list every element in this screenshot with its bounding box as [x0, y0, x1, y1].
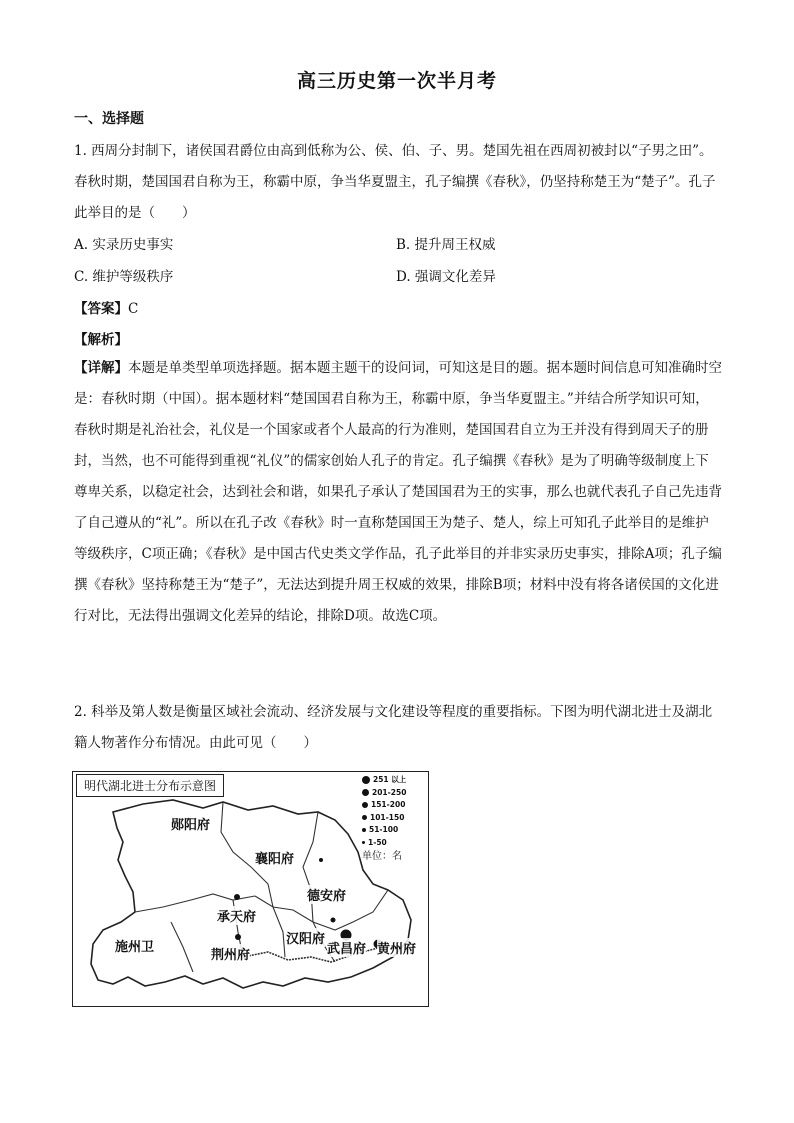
- detail-tag: 【详解】: [74, 360, 128, 376]
- legend-row: 51-100: [362, 824, 428, 837]
- label-shizhou: 施州卫: [115, 936, 154, 955]
- answer-line: [74, 297, 138, 317]
- label-yunyang: 郧阳府: [171, 814, 210, 833]
- map-legend: [362, 774, 428, 864]
- legend-dot-icon: [362, 841, 365, 844]
- jinshi-dot-hanyang: [331, 918, 336, 923]
- legend-dot-icon: [362, 828, 366, 832]
- question-1-option-b: B. 提升周王权威: [396, 237, 496, 253]
- question-1-detail: [74, 353, 722, 632]
- legend-row: 251 以上: [362, 774, 428, 787]
- section-heading: 一、选择题: [74, 111, 144, 127]
- label-jingzhou: 荆州府: [211, 944, 250, 963]
- legend-row: 1-50: [362, 837, 428, 850]
- legend-row: 151-200: [362, 799, 428, 812]
- question-1-option-d: D. 强调文化差异: [396, 269, 496, 285]
- legend-dot-icon: [362, 789, 369, 796]
- legend-dot-icon: [362, 776, 370, 784]
- label-xiangyang: 襄阳府: [255, 848, 294, 867]
- label-dean: 德安府: [307, 885, 346, 904]
- jinshi-dot-chengtian: [234, 894, 240, 900]
- legend-row: 101-150: [362, 812, 428, 825]
- label-huangzhou: 黄州府: [377, 938, 416, 957]
- answer-value: C: [128, 301, 139, 317]
- question-1-option-c: C. 维护等级秩序: [74, 269, 174, 285]
- analysis-tag: 【解析】: [74, 332, 128, 348]
- legend-row: 201-250: [362, 787, 428, 800]
- jinshi-dot-xiangyang: [319, 858, 323, 862]
- answer-tag: 【答案】: [74, 301, 128, 317]
- label-hanyang: 汉阳府: [286, 928, 325, 947]
- legend-dot-icon: [362, 815, 367, 820]
- legend-unit: 单位：名: [362, 851, 402, 862]
- question-1-option-a: A. 实录历史事实: [74, 237, 174, 253]
- label-chengtian: 承天府: [217, 906, 256, 925]
- legend-dot-icon: [362, 802, 368, 808]
- detail-text: 本题是单类型单项选择题。据本题主题干的设问词，可知这是目的题。据本题时间信息可知准确时空是：春秋时期（中国）。据本题材料“楚国国君自称为王，称霸中原，争当华夏盟主。”并结合所学知识可知，春秋时期是礼治社会，礼仪是一个国家或者个人最高的行为准则，楚国国君自立为王并没有得到周天子的册封，当然，也不可能得到重视“礼仪”的儒家创始人孔子的肯定。孔子编撰《春秋》是为了明确等级制度上下尊卑关系，以稳定社会，达到社会和谐，如果孔子承认了楚国国君为王的实事，那么也就代表孔子自己先违背了自己遵从的“礼”。所以在孔子改《春秋》时一直称楚国国王为楚子、楚人，综上可知孔子此举目的是维护等级秩序，C项正确；《春秋》是中国古代史类文学作品，孔子此举目的并非实录历史事实，排除A项；孔子编撰《春秋》坚持称楚王为“楚子”，无法达到提升周王权威的效果，排除B项；材料中没有将各诸侯国的文化进行对比，无法得出强调文化差异的结论，排除D项。故选C项。: [74, 360, 722, 624]
- question-2-stem: 2. 科举及第人数是衡量区域社会流动、经济发展与文化建设等程度的重要指标。下图为明代湖北进士及湖北籍人物著作分布情况。由此可见（ ）: [74, 704, 713, 751]
- document-title: 高三历史第一次半月考: [296, 70, 497, 92]
- label-wuchang: 武昌府: [327, 938, 366, 957]
- jinshi-dot-jingzhou: [235, 934, 241, 940]
- question-1-stem: 1. 西周分封制下，诸侯国君爵位由高到低称为公、侯、伯、子、男。楚国先祖在西周初被封以“子男之田”。春秋时期，楚国国君自称为王，称霸中原，争当华夏盟主，孔子编撰《春秋》，仍坚持称楚王为“楚子”。孔子此举目的是（ ）: [74, 143, 716, 221]
- map-title: 明代湖北进士分布示意图: [76, 774, 224, 797]
- ming-hubei-jinshi-map: [72, 771, 429, 1007]
